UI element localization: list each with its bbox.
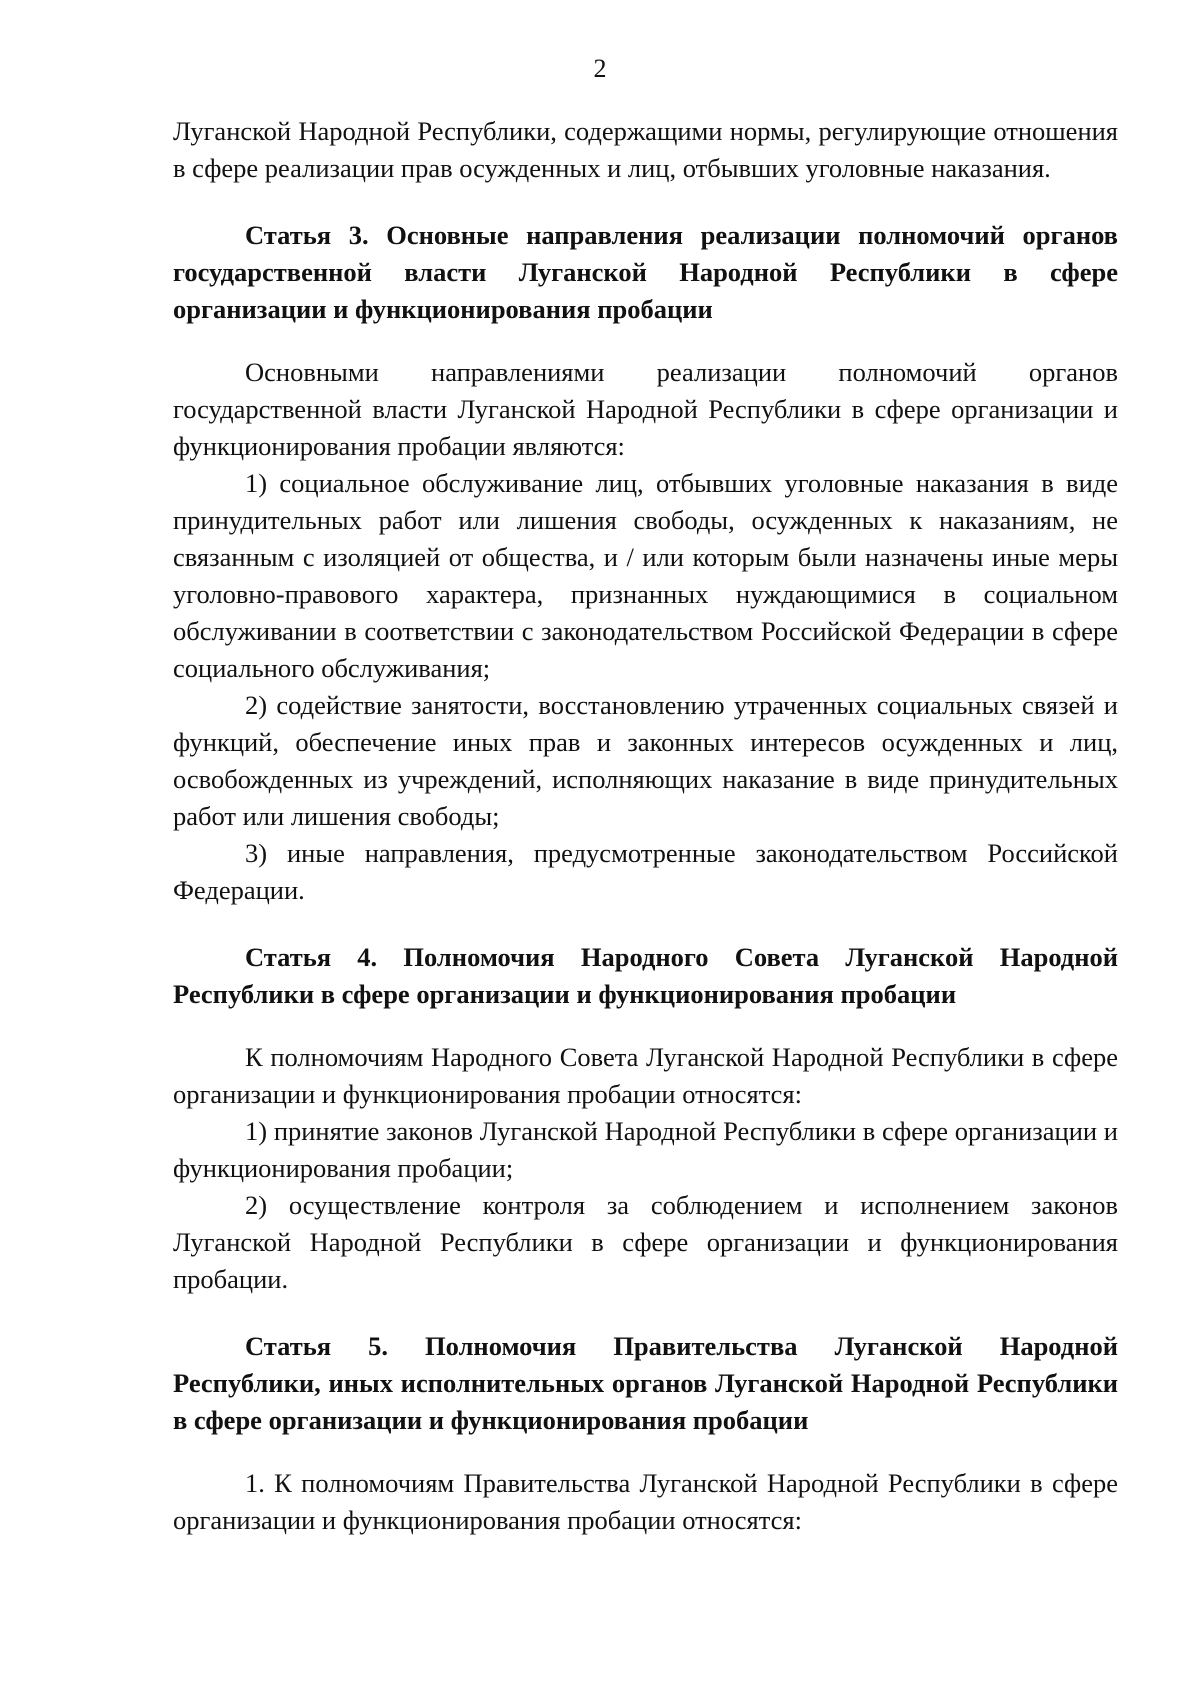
article-5-heading: Статья 5. Полномочия Правительства Луганской Народной Республики, иных исполнительных органов Луганской Народной Республики в сфере организации и функционирования пробации xyxy=(173,1331,1118,1435)
article-3-item-2: 2) содействие занятости, восстановлению утраченных социальных связей и функций, обеспечение иных прав и законных интересов осужденных и лиц, освобожденных из учреждений, исполняющих наказание в виде принудительных работ или лишения свободы; xyxy=(173,690,1118,831)
article-3-heading: Статья 3. Основные направления реализации полномочий органов государственной власти Луганской Народной Республики в сфере организации и функционирования пробации xyxy=(173,220,1118,324)
continuation-paragraph: Луганской Народной Республики, содержащими нормы, регулирующие отношения в сфере реализации прав осужденных и лиц, отбывших уголовные наказания. xyxy=(173,116,1118,183)
article-4-item-1: 1) принятие законов Луганской Народной Республики в сфере организации и функционирования пробации; xyxy=(173,1116,1118,1183)
article-4-intro: К полномочиям Народного Совета Луганской Народной Республики в сфере организации и функционирования пробации относятся: xyxy=(173,1042,1118,1109)
article-3-item-3: 3) иные направления, предусмотренные законодательством Российской Федерации. xyxy=(173,838,1118,905)
article-4-heading: Статья 4. Полномочия Народного Совета Луганской Народной Республики в сфере организации и функционирования пробации xyxy=(173,942,1118,1009)
document-body xyxy=(173,113,1118,1539)
article-3-intro: Основными направлениями реализации полномочий органов государственной власти Луганской Народной Республики в сфере организации и функционирования пробации являются: xyxy=(173,357,1118,461)
article-3-item-1: 1) социальное обслуживание лиц, отбывших уголовные наказания в виде принудительных работ или лишения свободы, осужденных к наказаниям, не связанным с изоляцией от общества, и / или которым были назначены иные меры уголовно-правового характера, признанных нуждающимися в социальном обслуживании в соответствии с законодательством Российской Федерации в сфере социального обслуживания; xyxy=(173,468,1118,683)
article-4-item-2: 2) осуществление контроля за соблюдением и исполнением законов Луганской Народной Республики в сфере организации и функционирования пробации. xyxy=(173,1190,1118,1294)
page-number: 2 xyxy=(593,54,607,83)
article-5-intro: 1. К полномочиям Правительства Луганской Народной Республики в сфере организации и функционирования пробации относятся: xyxy=(173,1468,1118,1535)
